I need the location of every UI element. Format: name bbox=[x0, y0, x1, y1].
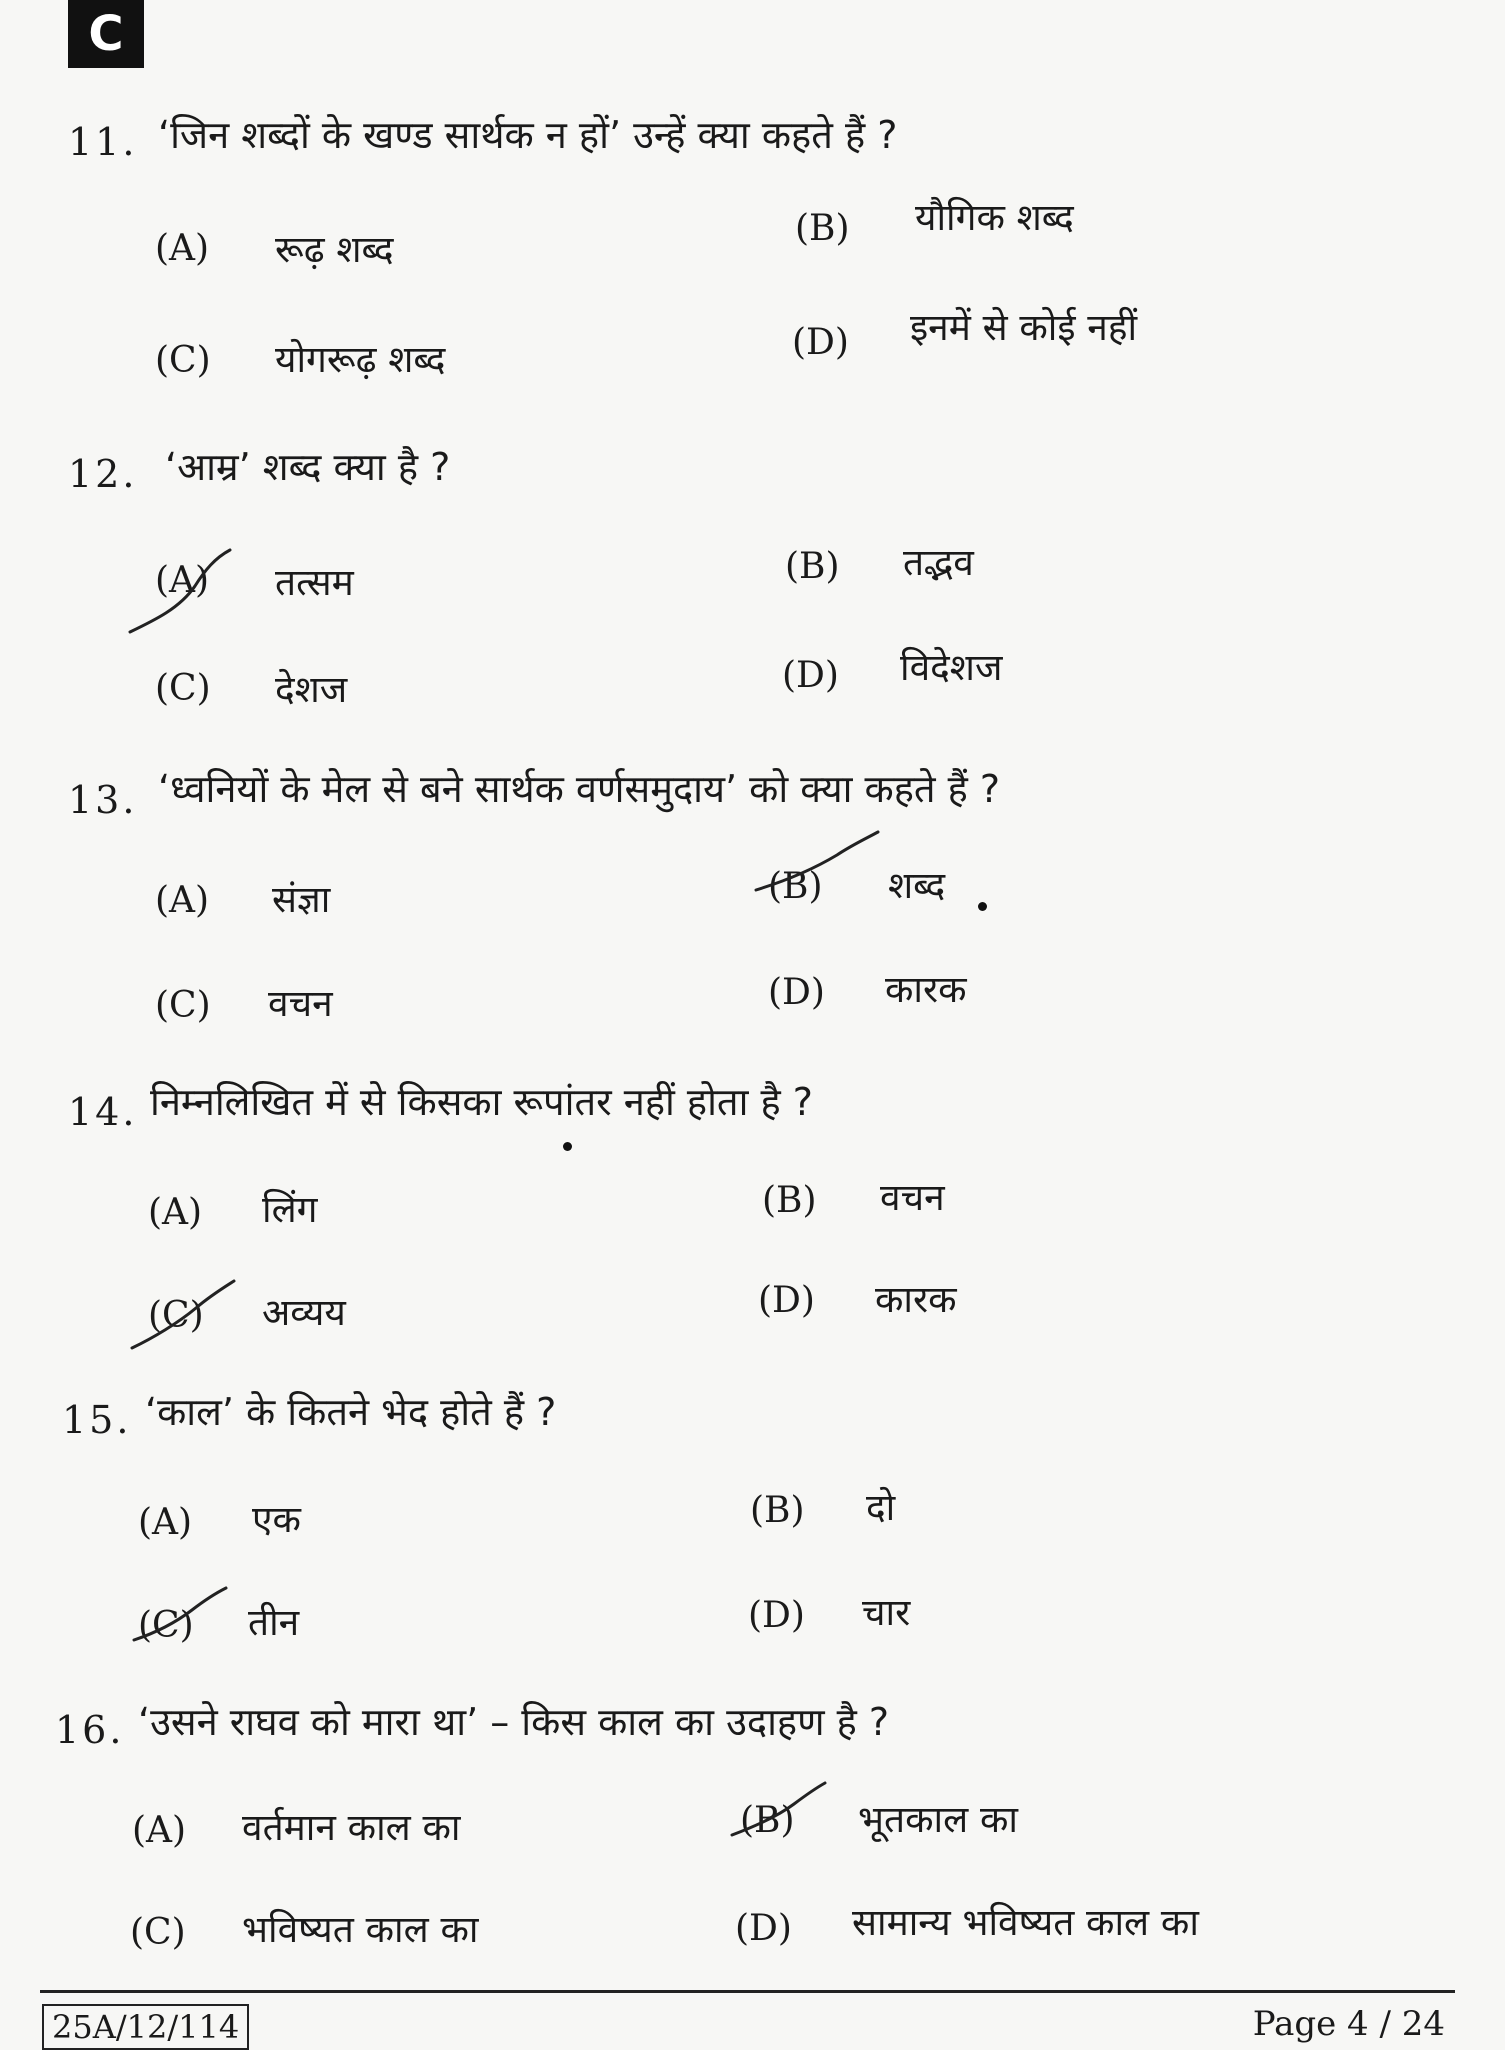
answer-mark-tick-icon bbox=[128, 1278, 238, 1353]
option-text-b: दो bbox=[866, 1486, 896, 1529]
stray-dot bbox=[978, 902, 987, 911]
option-label-a[interactable]: (A) bbox=[155, 228, 210, 269]
option-text-d: कारक bbox=[885, 968, 967, 1011]
option-text-a: एक bbox=[252, 1498, 301, 1541]
option-label-a[interactable]: (A) bbox=[138, 1502, 193, 1543]
option-label-b[interactable]: (B) bbox=[785, 546, 840, 587]
option-label-a[interactable]: (A) bbox=[155, 880, 210, 921]
option-label-d[interactable]: (D) bbox=[735, 1908, 792, 1949]
option-text-b: वचन bbox=[880, 1176, 945, 1219]
option-label-c[interactable]: (C) bbox=[155, 340, 211, 381]
option-text-a: संज्ञा bbox=[272, 878, 331, 921]
page-indicator: Page 4 / 24 bbox=[1252, 2004, 1445, 2044]
question-number: 15. bbox=[62, 1398, 132, 1442]
option-text-c: देशज bbox=[275, 668, 348, 711]
set-badge: C bbox=[68, 0, 144, 68]
answer-mark-tick-icon bbox=[728, 1780, 828, 1840]
option-text-c: योगरूढ़ शब्द bbox=[275, 338, 446, 381]
option-label-a[interactable]: (A) bbox=[148, 1192, 203, 1233]
option-text-a: तत्सम bbox=[275, 561, 354, 604]
option-label-d[interactable]: (D) bbox=[768, 972, 825, 1013]
option-text-b: तद्भव bbox=[903, 541, 974, 584]
option-label-a[interactable]: (A) bbox=[132, 1810, 187, 1851]
option-text-d: सामान्य भविष्यत काल का bbox=[852, 1901, 1199, 1944]
option-text-b: शब्द bbox=[888, 864, 946, 907]
option-label-d[interactable]: (D) bbox=[758, 1280, 815, 1321]
option-text-a: लिंग bbox=[262, 1188, 318, 1231]
option-label-b[interactable]: (B) bbox=[750, 1490, 805, 1531]
option-label-d[interactable]: (D) bbox=[748, 1595, 805, 1636]
option-label-a[interactable]: (A) bbox=[155, 560, 210, 601]
answer-mark-tick-icon bbox=[130, 1585, 230, 1645]
question-number: 13. bbox=[68, 778, 138, 822]
option-label-c[interactable]: (C) bbox=[130, 1912, 186, 1953]
stray-dot bbox=[563, 1142, 572, 1151]
question-number: 14. bbox=[68, 1090, 138, 1134]
option-label-c[interactable]: (C) bbox=[155, 985, 211, 1026]
option-text-d: इनमें से कोई नहीं bbox=[910, 306, 1138, 349]
option-text-c: अव्यय bbox=[262, 1291, 346, 1334]
question-text: ‘आम्र’ शब्द क्या है ? bbox=[165, 445, 451, 489]
option-label-b[interactable]: (B) bbox=[762, 1180, 817, 1221]
option-text-a: वर्तमान काल का bbox=[242, 1806, 461, 1849]
option-label-b[interactable]: (B) bbox=[740, 1800, 795, 1841]
footer-rule bbox=[40, 1990, 1455, 1993]
option-label-c[interactable]: (C) bbox=[138, 1605, 194, 1646]
option-label-b[interactable]: (B) bbox=[768, 866, 823, 907]
option-text-b: यौगिक शब्द bbox=[915, 196, 1074, 239]
option-text-c: वचन bbox=[268, 982, 333, 1025]
option-label-d[interactable]: (D) bbox=[782, 655, 839, 696]
option-text-d: चार bbox=[862, 1591, 911, 1634]
question-text: ‘उसने राघव को मारा था’ – किस काल का उदाहण है ? bbox=[138, 1700, 890, 1744]
option-label-c[interactable]: (C) bbox=[148, 1295, 204, 1336]
question-number: 11. bbox=[68, 120, 138, 164]
question-text: ‘जिन शब्दों के खण्ड सार्थक न हों’ उन्हें क्या कहते हैं ? bbox=[158, 113, 898, 157]
option-text-b: भूतकाल का bbox=[858, 1798, 1018, 1841]
option-label-c[interactable]: (C) bbox=[155, 668, 211, 709]
option-text-c: भविष्यत काल का bbox=[242, 1908, 479, 1951]
question-number: 12. bbox=[68, 452, 138, 496]
option-text-a: रूढ़ शब्द bbox=[275, 228, 394, 271]
answer-mark-tick-icon bbox=[125, 548, 235, 638]
question-text: ‘काल’ के कितने भेद होते हैं ? bbox=[145, 1390, 557, 1434]
option-label-d[interactable]: (D) bbox=[792, 322, 849, 363]
question-text: ‘ध्वनियों के मेल से बने सार्थक वर्णसमुदाय’ को क्या कहते हैं ? bbox=[158, 767, 1001, 811]
option-text-d: विदेशज bbox=[900, 646, 1003, 689]
option-text-d: कारक bbox=[875, 1278, 957, 1321]
booklet-code: 25A/12/114 bbox=[42, 2004, 249, 2050]
question-number: 16. bbox=[55, 1708, 125, 1752]
option-label-b[interactable]: (B) bbox=[795, 208, 850, 249]
option-text-c: तीन bbox=[248, 1601, 300, 1644]
answer-mark-tick-icon bbox=[752, 830, 882, 900]
question-text: निम्नलिखित में से किसका रूपांतर नहीं होता है ? bbox=[150, 1080, 813, 1124]
